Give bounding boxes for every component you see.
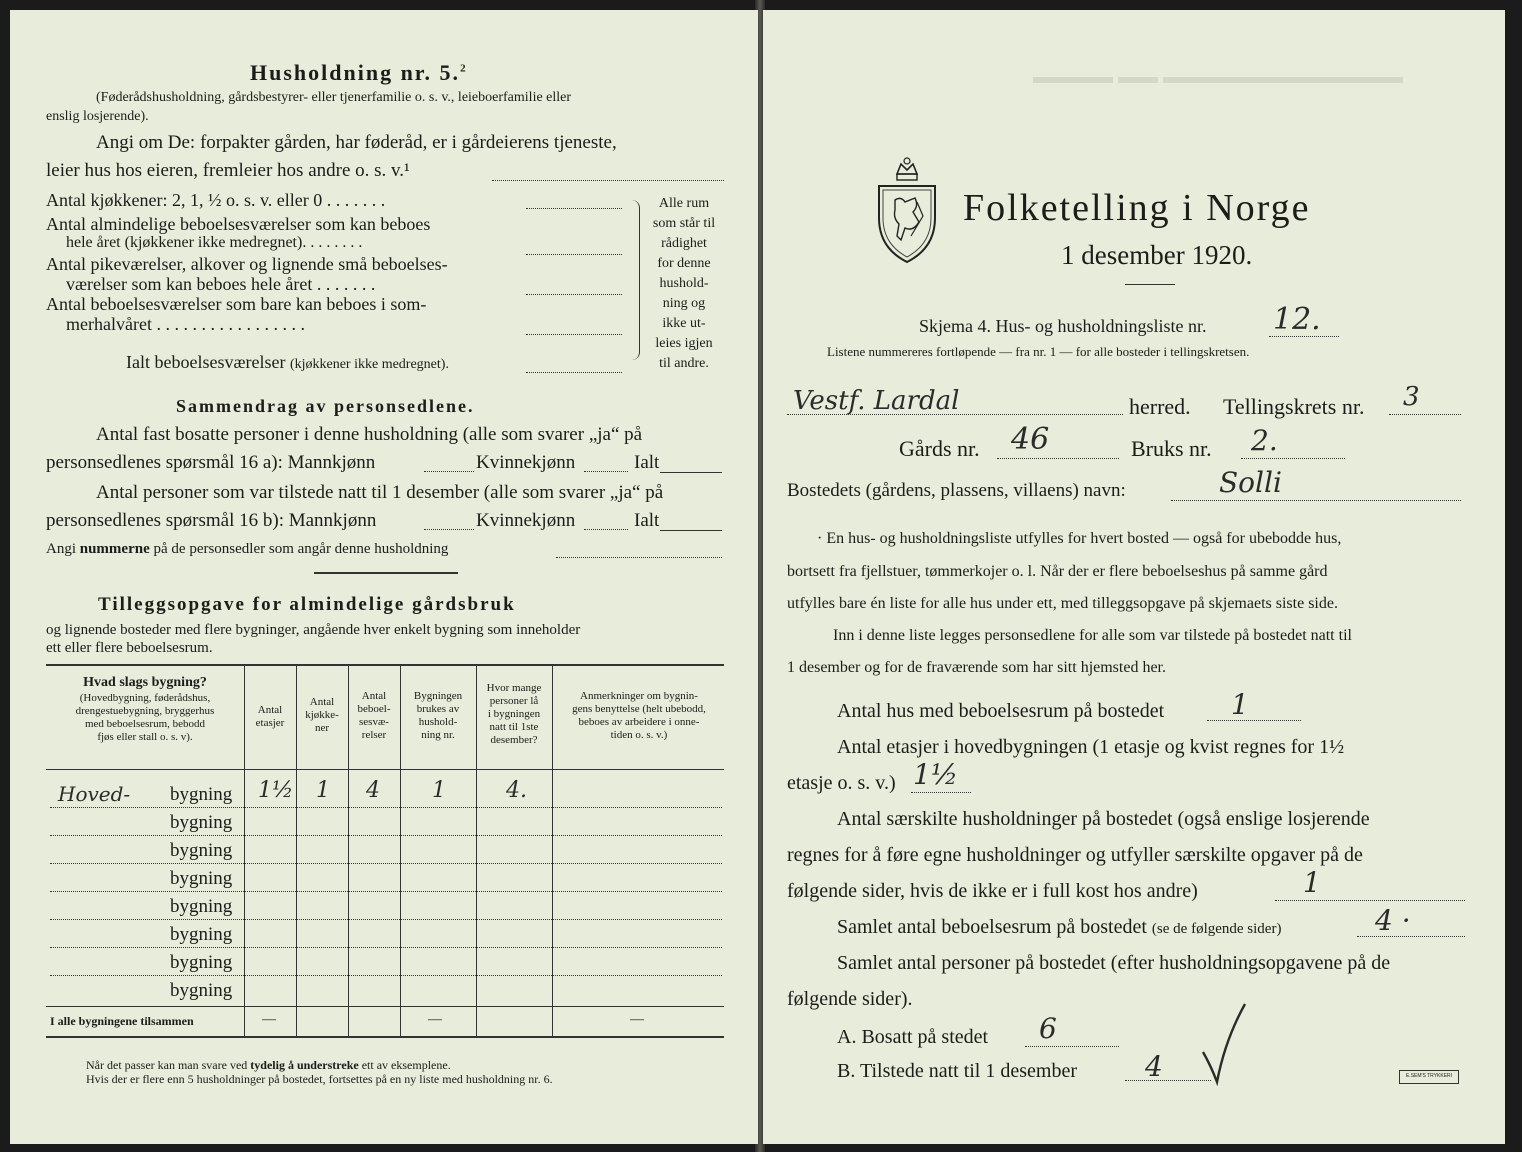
sammendrag-title: Sammendrag av personsedlene. <box>176 396 475 416</box>
table-head-anmerkninger: Anmerkninger om bygnin- gens benyttelse (helt ubebodd, beboes av arbeidere i onne- tiden o. s. v.) <box>572 690 706 741</box>
footnote-2: Hvis der er flere enn 5 husholdninger på bostedet, fortsettes på en ny liste med husholdning nr. 6. <box>86 1072 553 1086</box>
q-etasjer-line-1: Antal etasjer i hovedbygningen (1 etasje og kvist regnes for 1½ <box>837 736 1345 758</box>
total-dash-etasjer: — <box>262 1012 276 1027</box>
herred-line <box>787 414 1123 415</box>
bosatt-line <box>1025 1046 1119 1047</box>
sommer-rooms-line-2: merhalvåret . . . . . . . . . . . . . . . . . <box>66 314 305 334</box>
intro-line-2: enslig losjerende). <box>46 109 149 124</box>
fast-kvinne-answer <box>584 471 628 472</box>
row1-vaerelser: 4 <box>366 778 380 803</box>
table-total-top-border <box>46 1006 724 1007</box>
bruks-label: Bruks nr. <box>1131 436 1212 461</box>
bosted-name: Solli <box>1219 466 1282 499</box>
bleed-through: ▬▬▬▬ ▬▬ ▬▬▬▬▬▬▬▬▬▬▬▬ <box>1033 66 1403 88</box>
sommer-rooms-answer-line <box>526 334 622 335</box>
q-rum-line <box>1357 936 1465 937</box>
tellingskrets-number: 3 <box>1403 382 1420 412</box>
info-line-1: · En hus- og husholdningsliste utfylles for hvert bosted — også for ubebodde hus, <box>817 530 1342 547</box>
tilstede-label: B. Tilstede natt til 1 desember <box>837 1060 1077 1082</box>
skjema-number-line <box>1269 336 1339 337</box>
ialt-rooms-label: Ialt beboelsesværelser (kjøkkener ikke medregnet). <box>126 352 449 372</box>
table-row-label: bygning <box>170 952 233 973</box>
tellingskrets-label: Tellingskrets nr. <box>1223 394 1365 419</box>
nummer-answer-line <box>556 557 722 558</box>
footnote-1: Når det passer kan man svare ved tydelig å understreke ett av eksemplene. <box>86 1058 451 1072</box>
nummer-line: Angi nummerne på de personsedler som angår denne husholdning <box>46 541 449 557</box>
left-page <box>10 10 758 1144</box>
table-col-divider <box>296 664 297 1036</box>
fast-line-2-mann: personsedlenes spørsmål 16 a): Mannkjønn <box>46 452 376 473</box>
table-col-divider <box>244 664 245 1036</box>
census-title: Folketelling i Norge <box>963 187 1311 229</box>
alm-rooms-line-1: Antal almindelige beboelsesværelser som kan beboes <box>46 214 431 234</box>
tilstede-line-1: Antal personer som var tilstede natt til 1 desember (alle som svarer „ja“ på <box>96 482 664 503</box>
rooms-side-note: Alle rum som står til rådighet for denne hushold- ning og ikke ut- leies igjen til andre. <box>652 196 716 371</box>
angi-fill-line <box>492 180 724 181</box>
alm-rooms-line-2: hele året (kjøkkener ikke medregnet). . . . . . . . <box>66 234 363 251</box>
tilstede-line-2-kvinne: Kvinnekjønn <box>476 510 576 531</box>
bosted-label: Bostedets (gårdens, plassens, villaens) navn: <box>787 480 1126 501</box>
herred-handwriting: Vestf. Lardal <box>793 386 960 416</box>
fast-ialt-answer <box>660 472 722 473</box>
q-hus-answer: 1 <box>1231 688 1249 721</box>
kjokkener-question: Antal kjøkkener: 2, 1, ½ o. s. v. eller 0 . . . . . . . <box>46 190 386 210</box>
listene-note: Listene nummereres fortløpende — fra nr. 1 — for alle bosteder i tellingskretsen. <box>827 344 1250 359</box>
info-line-5: 1 desember og for de fraværende som har sitt hjemsted her. <box>787 659 1166 676</box>
row-rule <box>50 891 722 892</box>
pike-rooms-answer-line <box>526 294 622 295</box>
table-row-label: bygning <box>170 980 233 1001</box>
row1-personer: 4. <box>506 778 527 803</box>
row-rule <box>50 975 722 976</box>
check-mark-icon <box>1199 1000 1249 1086</box>
row1-etasjer: 1½ <box>258 778 294 803</box>
bosatt-answer: 6 <box>1039 1012 1057 1045</box>
tillegg-title: Tilleggsopgave for almindelige gårdsbruk <box>98 594 516 615</box>
tillegg-line-1: og lignende bosteder med flere bygninger, angående hver enkelt bygning som inneholder <box>46 622 581 638</box>
table-head-personer: Hvor mange personer lå i bygningen natt til 1ste desember? <box>486 682 542 746</box>
table-head-etasjer: Antal etasjer <box>255 704 285 729</box>
total-dash-husholdning: — <box>428 1012 442 1027</box>
q-hus-line <box>1207 720 1301 721</box>
table-head-building-type: Hvad slags bygning? (Hovedbygning, føderådshus, drengestuebygning, bryggerhus med beboelsesrum, bebodd fjøs eller stall o. s. v). <box>75 675 215 743</box>
angi-line-2: leier hus hos eieren, fremleier hos andre o. s. v.¹ <box>46 160 410 181</box>
q-etasjer-answer: 1½ <box>913 758 958 791</box>
tillegg-line-2: ett eller flere beboelsesrum. <box>46 640 213 656</box>
fast-line-2-ialt: Ialt <box>634 452 660 473</box>
q-rum-answer: 4 · <box>1375 904 1411 937</box>
table-top-border <box>46 664 724 666</box>
q-pers-line-1: Samlet antal personer på bostedet (efter husholdningsopgavene på de <box>837 952 1391 974</box>
section-divider <box>314 572 458 574</box>
row-rule <box>50 835 722 836</box>
info-line-4: Inn i denne liste legges personsedlene for alle som var tilstede på bostedet natt til <box>833 627 1352 644</box>
table-bottom-border <box>46 1036 724 1038</box>
fast-mann-answer <box>424 471 474 472</box>
q-hush-line-2: regnes for å føre egne husholdninger og utfyller særskilte opgaver på de <box>787 844 1363 866</box>
skjema-label: Skjema 4. Hus- og husholdningsliste nr. <box>919 316 1207 336</box>
total-dash-anmerkninger: — <box>630 1012 644 1027</box>
coat-of-arms-icon <box>871 156 943 268</box>
tellingskrets-line <box>1389 414 1461 415</box>
table-total-label: I alle bygningene tilsammen <box>50 1014 194 1028</box>
bosatt-label: A. Bosatt på stedet <box>837 1026 989 1048</box>
table-row-label: bygning <box>170 924 233 945</box>
fast-line-2-kvinne: Kvinnekjønn <box>476 452 576 473</box>
table-row-label: bygning <box>170 812 233 833</box>
info-line-2: bortsett fra fjellstuer, tømmerkojer o. l. Når der er flere beboelseshus på samme gård <box>787 563 1328 580</box>
alm-rooms-answer-line <box>526 254 622 255</box>
info-line-3: utfylles bare én liste for alle hus under ett, med tilleggsopgave på skjemaets siste side. <box>787 595 1338 612</box>
tilstede-line-2-ialt: Ialt <box>634 510 660 531</box>
census-date: 1 desember 1920. <box>1061 240 1253 270</box>
table-row-label: bygning <box>170 868 233 889</box>
intro-line-1: (Føderådshusholdning, gårdsbestyrer- eller tjenerfamilie o. s. v., leieboerfamilie eller <box>96 90 572 105</box>
q-etasjer-line-2: etasje o. s. v.) <box>787 772 896 794</box>
fast-line-1: Antal fast bosatte personer i denne husholdning (alle som svarer „ja“ på <box>96 424 643 445</box>
tilstede-kvinne-answer <box>584 529 628 530</box>
table-col-divider <box>476 664 477 1036</box>
q-etasjer-line <box>911 792 971 793</box>
tilstede-line-2-mann: personsedlenes spørsmål 16 b): Mannkjønn <box>46 510 377 531</box>
right-page <box>763 10 1505 1144</box>
pike-rooms-line-2: værelser som kan beboes hele året . . . . . . . <box>66 274 376 294</box>
row-rule <box>50 863 722 864</box>
bruks-number: 2. <box>1251 424 1278 457</box>
row1-kjokkener: 1 <box>316 778 330 803</box>
table-head-kjokkener: Antal kjøkke- ner <box>305 696 339 734</box>
gards-number: 46 <box>1011 422 1050 457</box>
tilstede-answer: 4 <box>1145 1050 1163 1083</box>
q-hush-line <box>1275 900 1465 901</box>
household-title: Husholdning nr. 5.$^2$ <box>250 60 468 85</box>
row-rule <box>50 919 722 920</box>
bruks-line <box>1241 458 1345 459</box>
q-hush-line-3: følgende sider, hvis de ikke er i full kost hos andre) <box>787 880 1198 902</box>
pike-rooms-line-1: Antal pikeværelser, alkover og lignende små beboelses- <box>46 254 448 274</box>
tilstede-mann-answer <box>424 529 474 530</box>
first-row-handwriting: Hoved- <box>58 782 131 806</box>
bosted-line <box>1171 500 1461 501</box>
q-hus-label: Antal hus med beboelsesrum på bostedet <box>837 700 1165 722</box>
gards-line <box>997 458 1119 459</box>
row1-husholdning: 1 <box>432 778 446 803</box>
skjema-number: 12. <box>1273 302 1321 337</box>
q-pers-line-2: følgende sider). <box>787 988 913 1010</box>
herred-label: herred. <box>1129 394 1191 419</box>
table-row-label: bygning <box>170 896 233 917</box>
angi-line-1: Angi om De: forpakter gården, har føderåd, er i gårdeierens tjeneste, <box>96 132 617 153</box>
row-rule <box>50 807 722 808</box>
ialt-rooms-answer-line <box>526 372 622 373</box>
table-col-divider <box>400 664 401 1036</box>
table-col-divider <box>348 664 349 1036</box>
printer-stamp: E.SEM'S TRYKKERI <box>1399 1070 1459 1084</box>
sommer-rooms-line-1: Antal beboelsesværelser som bare kan beboes i som- <box>46 294 427 314</box>
table-col-divider <box>552 664 553 1036</box>
table-head-vaerelser: Antal beboel- sesvæ- relser <box>357 690 391 741</box>
tilstede-ialt-answer <box>660 530 722 531</box>
q-hush-answer: 1 <box>1303 866 1321 899</box>
table-header-border <box>46 769 724 770</box>
title-divider <box>1125 284 1175 285</box>
table-head-husholdning: Bygningen brukes av hushold- ning nr. <box>413 690 463 741</box>
gards-label: Gårds nr. <box>899 436 980 461</box>
rooms-brace <box>630 200 640 360</box>
kjokkener-answer-line <box>526 208 622 209</box>
table-row-label: bygning <box>170 784 233 805</box>
table-row-label: bygning <box>170 840 233 861</box>
row-rule <box>50 947 722 948</box>
q-rum-label: Samlet antal beboelsesrum på bostedet (se de følgende sider) <box>837 916 1282 938</box>
q-hush-line-1: Antal særskilte husholdninger på bostedet (også enslige losjerende <box>837 808 1370 830</box>
